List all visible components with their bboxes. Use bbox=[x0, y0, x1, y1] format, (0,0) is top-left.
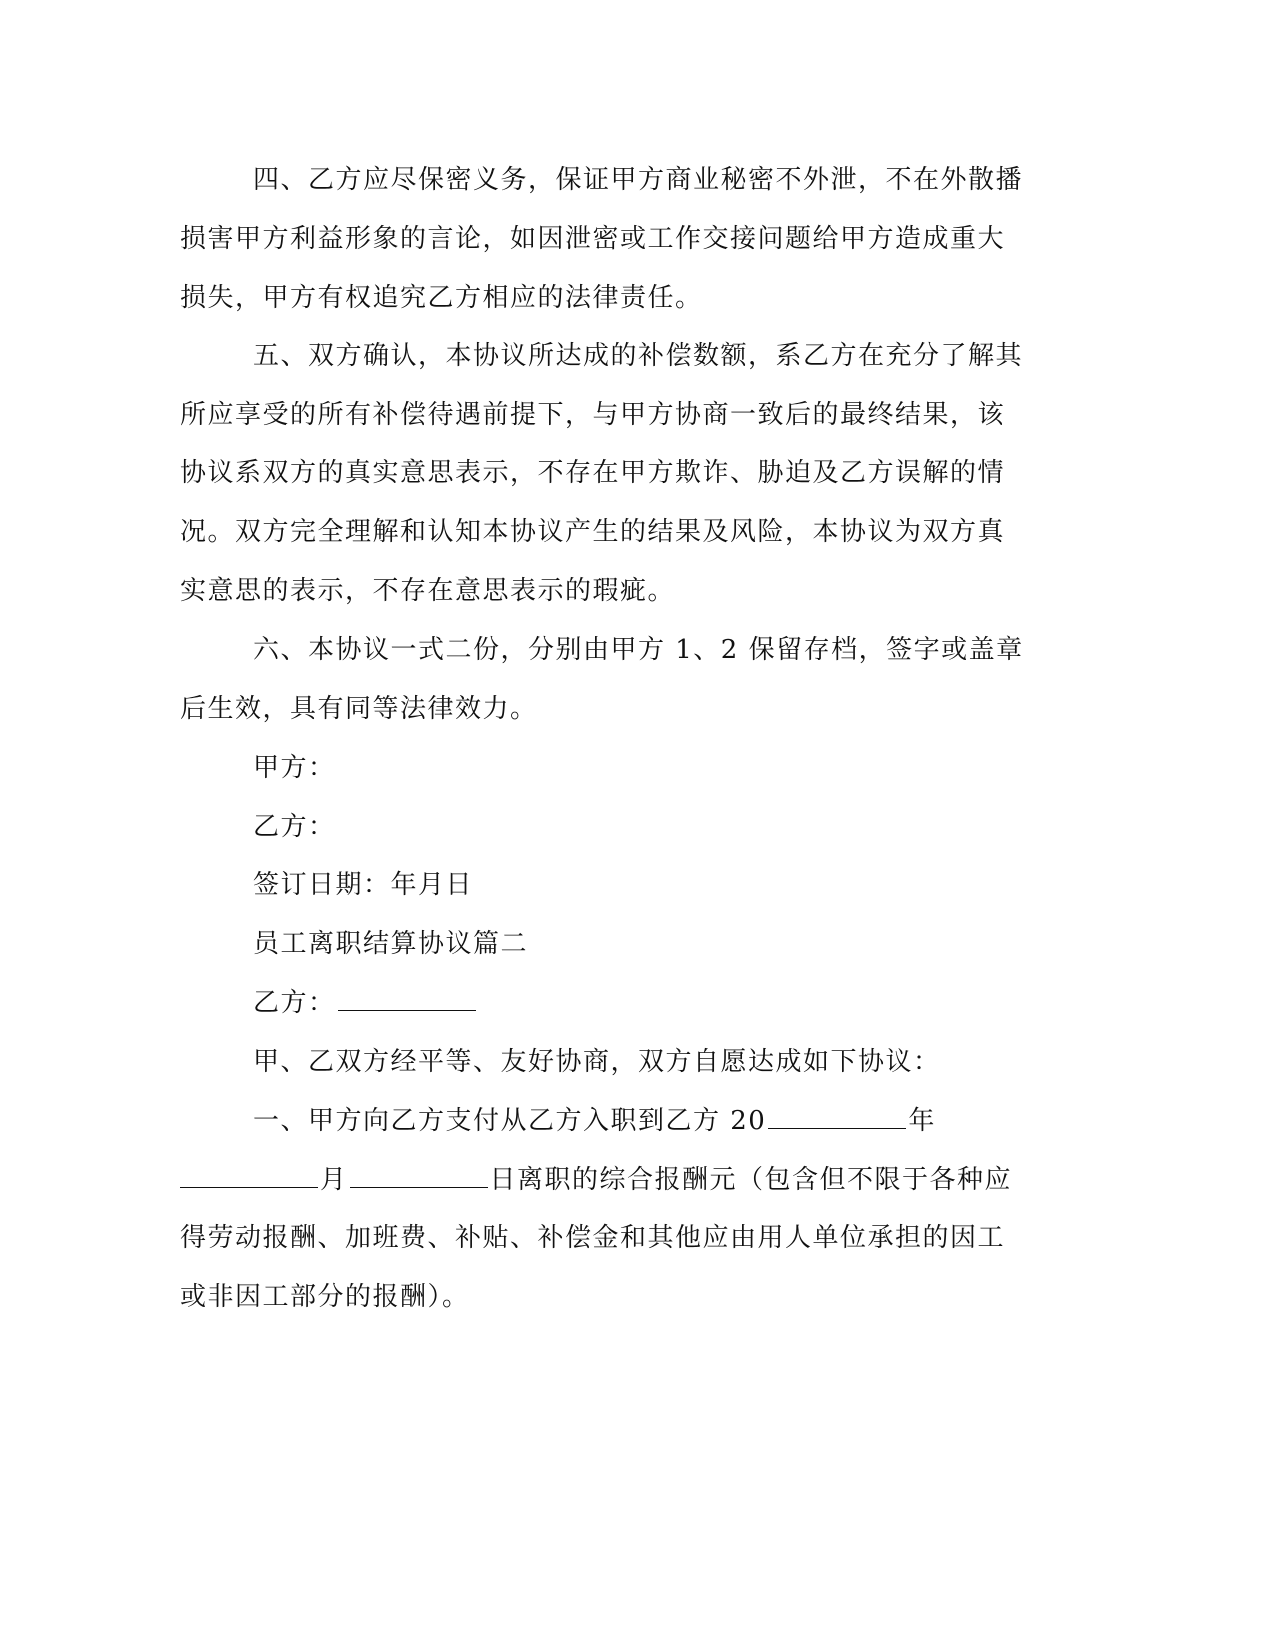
clause-1-line-1 bbox=[253, 1104, 936, 1138]
clause-5-line-2: 所应享受的所有补偿待遇前提下，与甲方协商一致后的最终结果，该 bbox=[180, 400, 1006, 430]
clause-4-line-2: 损害甲方利益形象的言论，如因泄密或工作交接问题给甲方造成重大 bbox=[180, 224, 1006, 254]
clause-5-line-1: 五、双方确认，本协议所达成的补偿数额，系乙方在充分了解其 bbox=[253, 341, 1024, 371]
year-blank[interactable] bbox=[768, 1104, 906, 1129]
clause-4-line-1: 四、乙方应尽保密义务，保证甲方商业秘密不外泄，不在外散播 bbox=[253, 165, 1024, 195]
clause-1-text-c: 月 bbox=[320, 1165, 348, 1195]
clause-1-text-a: 一、甲方向乙方支付从乙方入职到乙方 20 bbox=[253, 1106, 767, 1136]
clause-1-text-b: 年 bbox=[908, 1106, 936, 1136]
sign-date-label: 签订日期：年月日 bbox=[253, 870, 474, 900]
party-b2-line bbox=[253, 986, 478, 1020]
agreement-intro: 甲、乙双方经平等、友好协商，双方自愿达成如下协议： bbox=[253, 1047, 941, 1077]
clause-5-line-5: 实意思的表示，不存在意思表示的瑕疵。 bbox=[180, 576, 676, 606]
day-blank[interactable] bbox=[350, 1163, 488, 1188]
clause-4-line-3: 损失，甲方有权追究乙方相应的法律责任。 bbox=[180, 283, 703, 313]
clause-1-line-4: 或非因工部分的报酬）。 bbox=[180, 1282, 470, 1312]
party-b-name-blank[interactable] bbox=[338, 986, 476, 1011]
party-b2-label: 乙方： bbox=[253, 988, 336, 1018]
section-title: 员工离职结算协议篇二 bbox=[253, 929, 529, 959]
clause-1-line-2 bbox=[180, 1163, 1012, 1197]
party-a-label: 甲方： bbox=[253, 753, 336, 783]
clause-5-line-3: 协议系双方的真实意思表示，不存在甲方欺诈、胁迫及乙方误解的情 bbox=[180, 458, 1006, 488]
month-blank[interactable] bbox=[180, 1163, 318, 1188]
party-b-label: 乙方： bbox=[253, 812, 336, 842]
clause-5-line-4: 况。双方完全理解和认知本协议产生的结果及风险，本协议为双方真 bbox=[180, 517, 1006, 547]
clause-1-text-d: 日离职的综合报酬元（包含但不限于各种应 bbox=[489, 1165, 1013, 1195]
clause-6-line-2: 后生效，具有同等法律效力。 bbox=[180, 694, 538, 724]
clause-6-line-1: 六、本协议一式二份，分别由甲方 1、2 保留存档，签字或盖章 bbox=[253, 635, 1024, 665]
clause-1-line-3: 得劳动报酬、加班费、补贴、补偿金和其他应由用人单位承担的因工 bbox=[180, 1223, 1006, 1253]
